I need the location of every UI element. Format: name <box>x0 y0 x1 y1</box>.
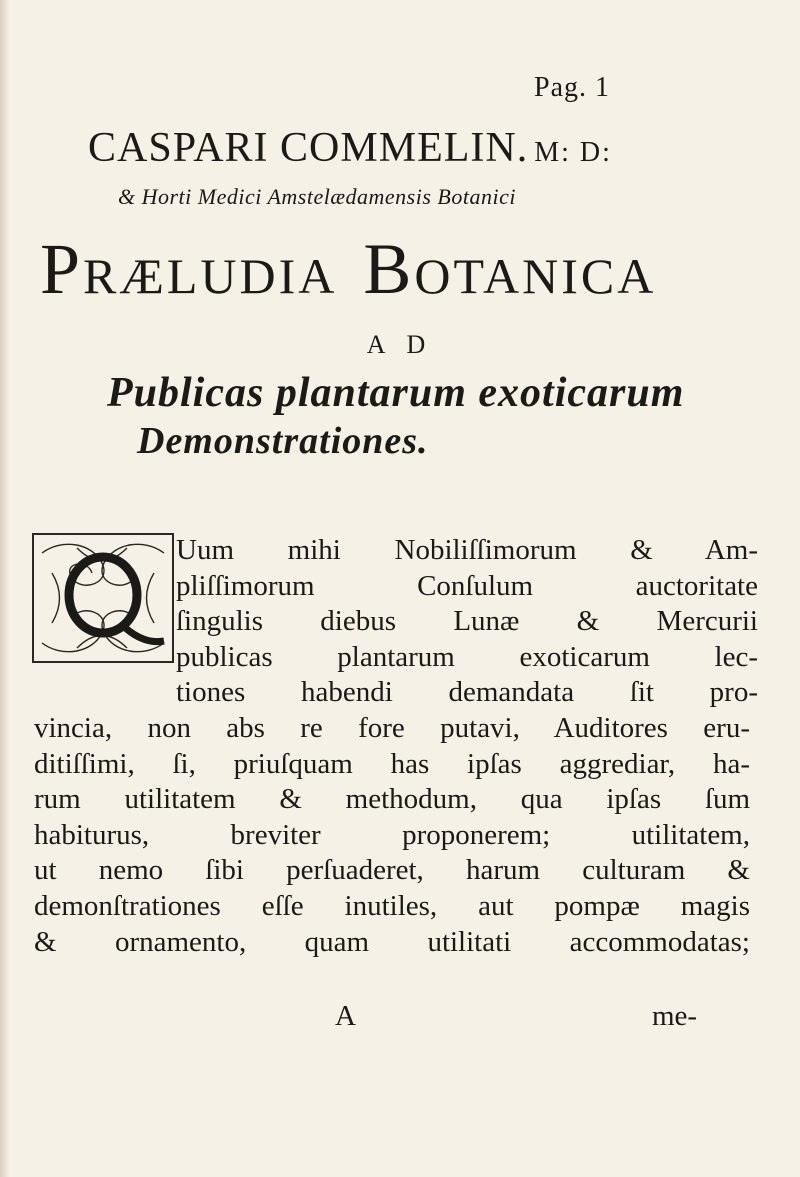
catchword: me- <box>652 1000 698 1032</box>
title-initial-b: B <box>363 229 415 309</box>
subtitle-line-1: Publicas plantarum exoticarum <box>107 370 685 416</box>
subtitle-line-2: Demonstrationes. <box>137 420 429 462</box>
page-edge-shadow <box>0 0 10 1177</box>
author-affiliation: & Horti Medici Amstelædamensis Botanici <box>118 184 516 209</box>
body-line: publicas plantarum exoticarum lec- <box>176 640 758 673</box>
body-line: tiones habendi demandata ſit pro- <box>176 676 758 709</box>
decorated-initial-q <box>32 533 174 663</box>
body-line: rum utilitatem & methodum, qua ipſas ſum <box>34 783 750 816</box>
body-line: ſingulis diebus Lunæ & Mercurii <box>176 605 758 638</box>
body-line: ditiſſimi, ſi, priuſquam has ipſas aggrediar, ha- <box>34 747 750 780</box>
body-line: pliſſimorum Conſulum auctoritate <box>176 569 758 602</box>
body-line: vincia, non abs re fore putavi, Auditores eru- <box>34 712 750 744</box>
author-line <box>88 124 708 172</box>
body-line: & ornamento, quam utilitati accommodatas; <box>34 925 750 958</box>
author-degree: M: D: <box>534 137 612 168</box>
body-line: Uum mihi Nobiliſſimorum & Am- <box>176 534 758 566</box>
title-initial-p: P <box>40 229 84 309</box>
title-word-1-rest: RÆLUDIA <box>83 248 338 304</box>
main-title <box>40 228 750 311</box>
body-line: ut nemo ſibi perſuaderet, harum culturam & <box>34 854 750 887</box>
title-word-2-rest: OTANICA <box>414 248 657 304</box>
page-number: Pag. 1 <box>534 72 610 103</box>
author-name: CASPARI COMMELIN. <box>88 125 529 171</box>
body-line: demonſtrationes eſſe inutiles, aut pompæ magis <box>34 890 750 922</box>
body-line: habiturus, breviter proponerem; utilitatem, <box>34 818 750 851</box>
title-ad: A D <box>366 330 434 359</box>
signature-mark: A <box>335 1000 356 1032</box>
initial-letter: Q <box>102 608 104 609</box>
